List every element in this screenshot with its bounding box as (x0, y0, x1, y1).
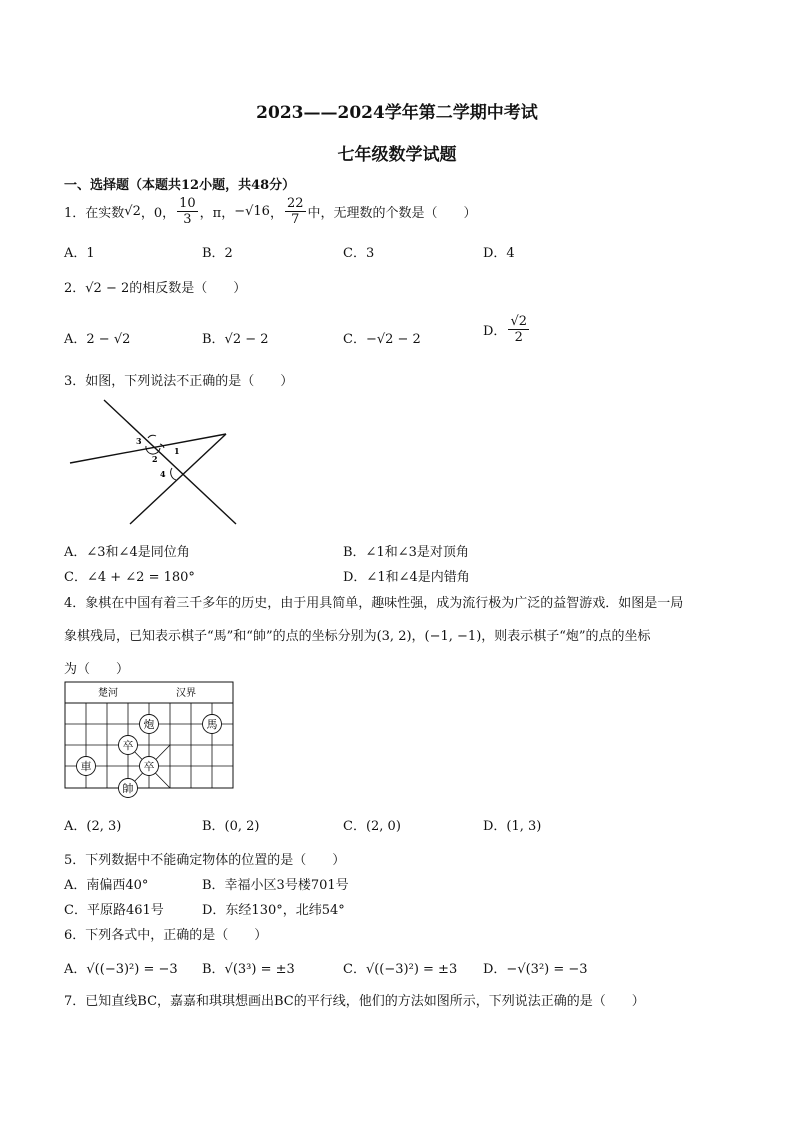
q2-option-d-num: √2 (510, 314, 527, 329)
q1-fraction-10-3 (177, 196, 198, 227)
q1-neg-sqrt16: −√16 (234, 204, 270, 219)
q6-option-a[interactable]: A．√((−3)²) = −3 (64, 962, 178, 977)
q3-label-1: 1 (174, 446, 180, 456)
q1-option-a[interactable]: A．1 (64, 246, 95, 261)
piece-ma-label: 馬 (206, 718, 218, 731)
q3-option-a[interactable]: A．∠3和∠4是同位角 (64, 545, 190, 560)
river-text-left: 楚河 (98, 688, 118, 699)
q1-frac2-num: 22 (286, 196, 304, 211)
q1-option-d[interactable]: D．4 (483, 246, 515, 261)
q3-arc-4 (171, 468, 176, 480)
q6-option-b[interactable]: B．√(3³) = ±3 (202, 962, 295, 977)
exam-title: 2023——2024学年第二学期中考试 (256, 103, 538, 123)
piece-pao (140, 715, 159, 734)
q5-option-b[interactable]: B．幸福小区3号楼701号 (202, 878, 349, 893)
q2-option-d-fraction (508, 314, 529, 345)
piece-zu-1-label: 卒 (122, 739, 134, 752)
q1-option-b[interactable]: B．2 (202, 246, 233, 261)
piece-shuai-label: 帥 (122, 782, 134, 795)
question-3-stem: 3．如图，下列说法不正确的是（ ） (64, 374, 294, 389)
piece-ju-label: 車 (80, 760, 92, 773)
q4-option-a[interactable]: A．(2, 3) (64, 819, 122, 834)
piece-ju (77, 757, 96, 776)
q4-option-b[interactable]: B．(0, 2) (202, 819, 260, 834)
piece-shuai (119, 779, 138, 798)
section-heading: 一、选择题（本题共12小题，共48分） (64, 178, 296, 193)
q2-option-d-label: D． (483, 324, 507, 339)
piece-zu-2 (140, 757, 159, 776)
question-1-stem (64, 196, 477, 227)
q5-option-a[interactable]: A．南偏西40° (64, 878, 149, 893)
piece-zu-2-label: 卒 (143, 760, 155, 773)
q5-option-d[interactable]: D．东经130°，北纬54° (202, 903, 345, 918)
q3-angle-figure (64, 396, 244, 530)
q1-frac-num: 10 (179, 196, 196, 211)
question-4-line-3: 为（ ） (64, 662, 130, 677)
q4-option-d[interactable]: D．(1, 3) (483, 819, 542, 834)
question-7-stem: 7．已知直线BC，嘉嘉和琪琪想画出BC的平行线，他们的方法如图所示，下列说法正确的是（ ） (64, 994, 645, 1009)
q2-option-d-den: 2 (514, 330, 523, 345)
question-2-stem: 2．√2 − 2的相反数是（ ） (64, 281, 247, 296)
q1-sep2: ，π， (199, 206, 235, 221)
q6-option-d[interactable]: D．−√(3²) = −3 (483, 962, 588, 977)
q1-sqrt2: √2 (124, 204, 141, 219)
q3-label-3: 3 (136, 436, 142, 446)
q1-fraction-22-7 (285, 196, 306, 227)
q1-suffix: 中，无理数的个数是（ ） (307, 206, 477, 221)
q2-option-a[interactable]: A．2 − √2 (64, 332, 131, 347)
q4-option-c[interactable]: C．(2, 0) (343, 819, 401, 834)
q2-option-b[interactable]: B．√2 − 2 (202, 332, 269, 347)
question-4-line-1: 4．象棋在中国有着三千多年的历史，由于用具简单，趣味性强，成为流行极为广泛的益智游戏．如图是一局 (64, 596, 684, 611)
q3-option-d[interactable]: D．∠1和∠4是内错角 (343, 570, 470, 585)
q1-frac-den: 3 (183, 212, 192, 227)
q1-frac2-den: 7 (291, 212, 300, 227)
exam-subtitle: 七年级数学试题 (337, 145, 457, 165)
q1-sep3: ， (269, 206, 283, 221)
q3-line-b (104, 400, 236, 524)
piece-zu-1 (119, 736, 138, 755)
q2-option-d[interactable] (483, 314, 531, 345)
q3-label-4: 4 (160, 469, 166, 479)
piece-pao-label: 炮 (143, 718, 155, 731)
q3-arc-3 (148, 435, 156, 438)
q5-option-c[interactable]: C．平原路461号 (64, 903, 164, 918)
q3-option-b[interactable]: B．∠1和∠3是对顶角 (343, 545, 469, 560)
river-text-right: 汉界 (176, 688, 196, 699)
q2-option-c[interactable]: C．−√2 − 2 (343, 332, 421, 347)
q3-label-2: 2 (152, 454, 158, 464)
q6-option-c[interactable]: C．√((−3)²) = ±3 (343, 962, 458, 977)
q3-line-a (70, 434, 226, 463)
question-5-stem: 5．下列数据中不能确定物体的位置的是（ ） (64, 853, 346, 868)
question-4-line-2: 象棋残局，已知表示棋子“馬”和“帥”的点的坐标分别为(3, 2)，(−1, −1)，则表示棋子“炮”的点的坐标 (64, 629, 651, 644)
q3-option-c[interactable]: C．∠4 + ∠2 = 180° (64, 570, 195, 585)
q1-prefix: 1．在实数 (64, 206, 125, 221)
q1-sep1: ，0， (140, 206, 176, 221)
q1-option-c[interactable]: C．3 (343, 246, 375, 261)
question-6-stem: 6．下列各式中，正确的是（ ） (64, 928, 268, 943)
piece-ma (203, 715, 222, 734)
chess-board-figure (64, 681, 236, 801)
